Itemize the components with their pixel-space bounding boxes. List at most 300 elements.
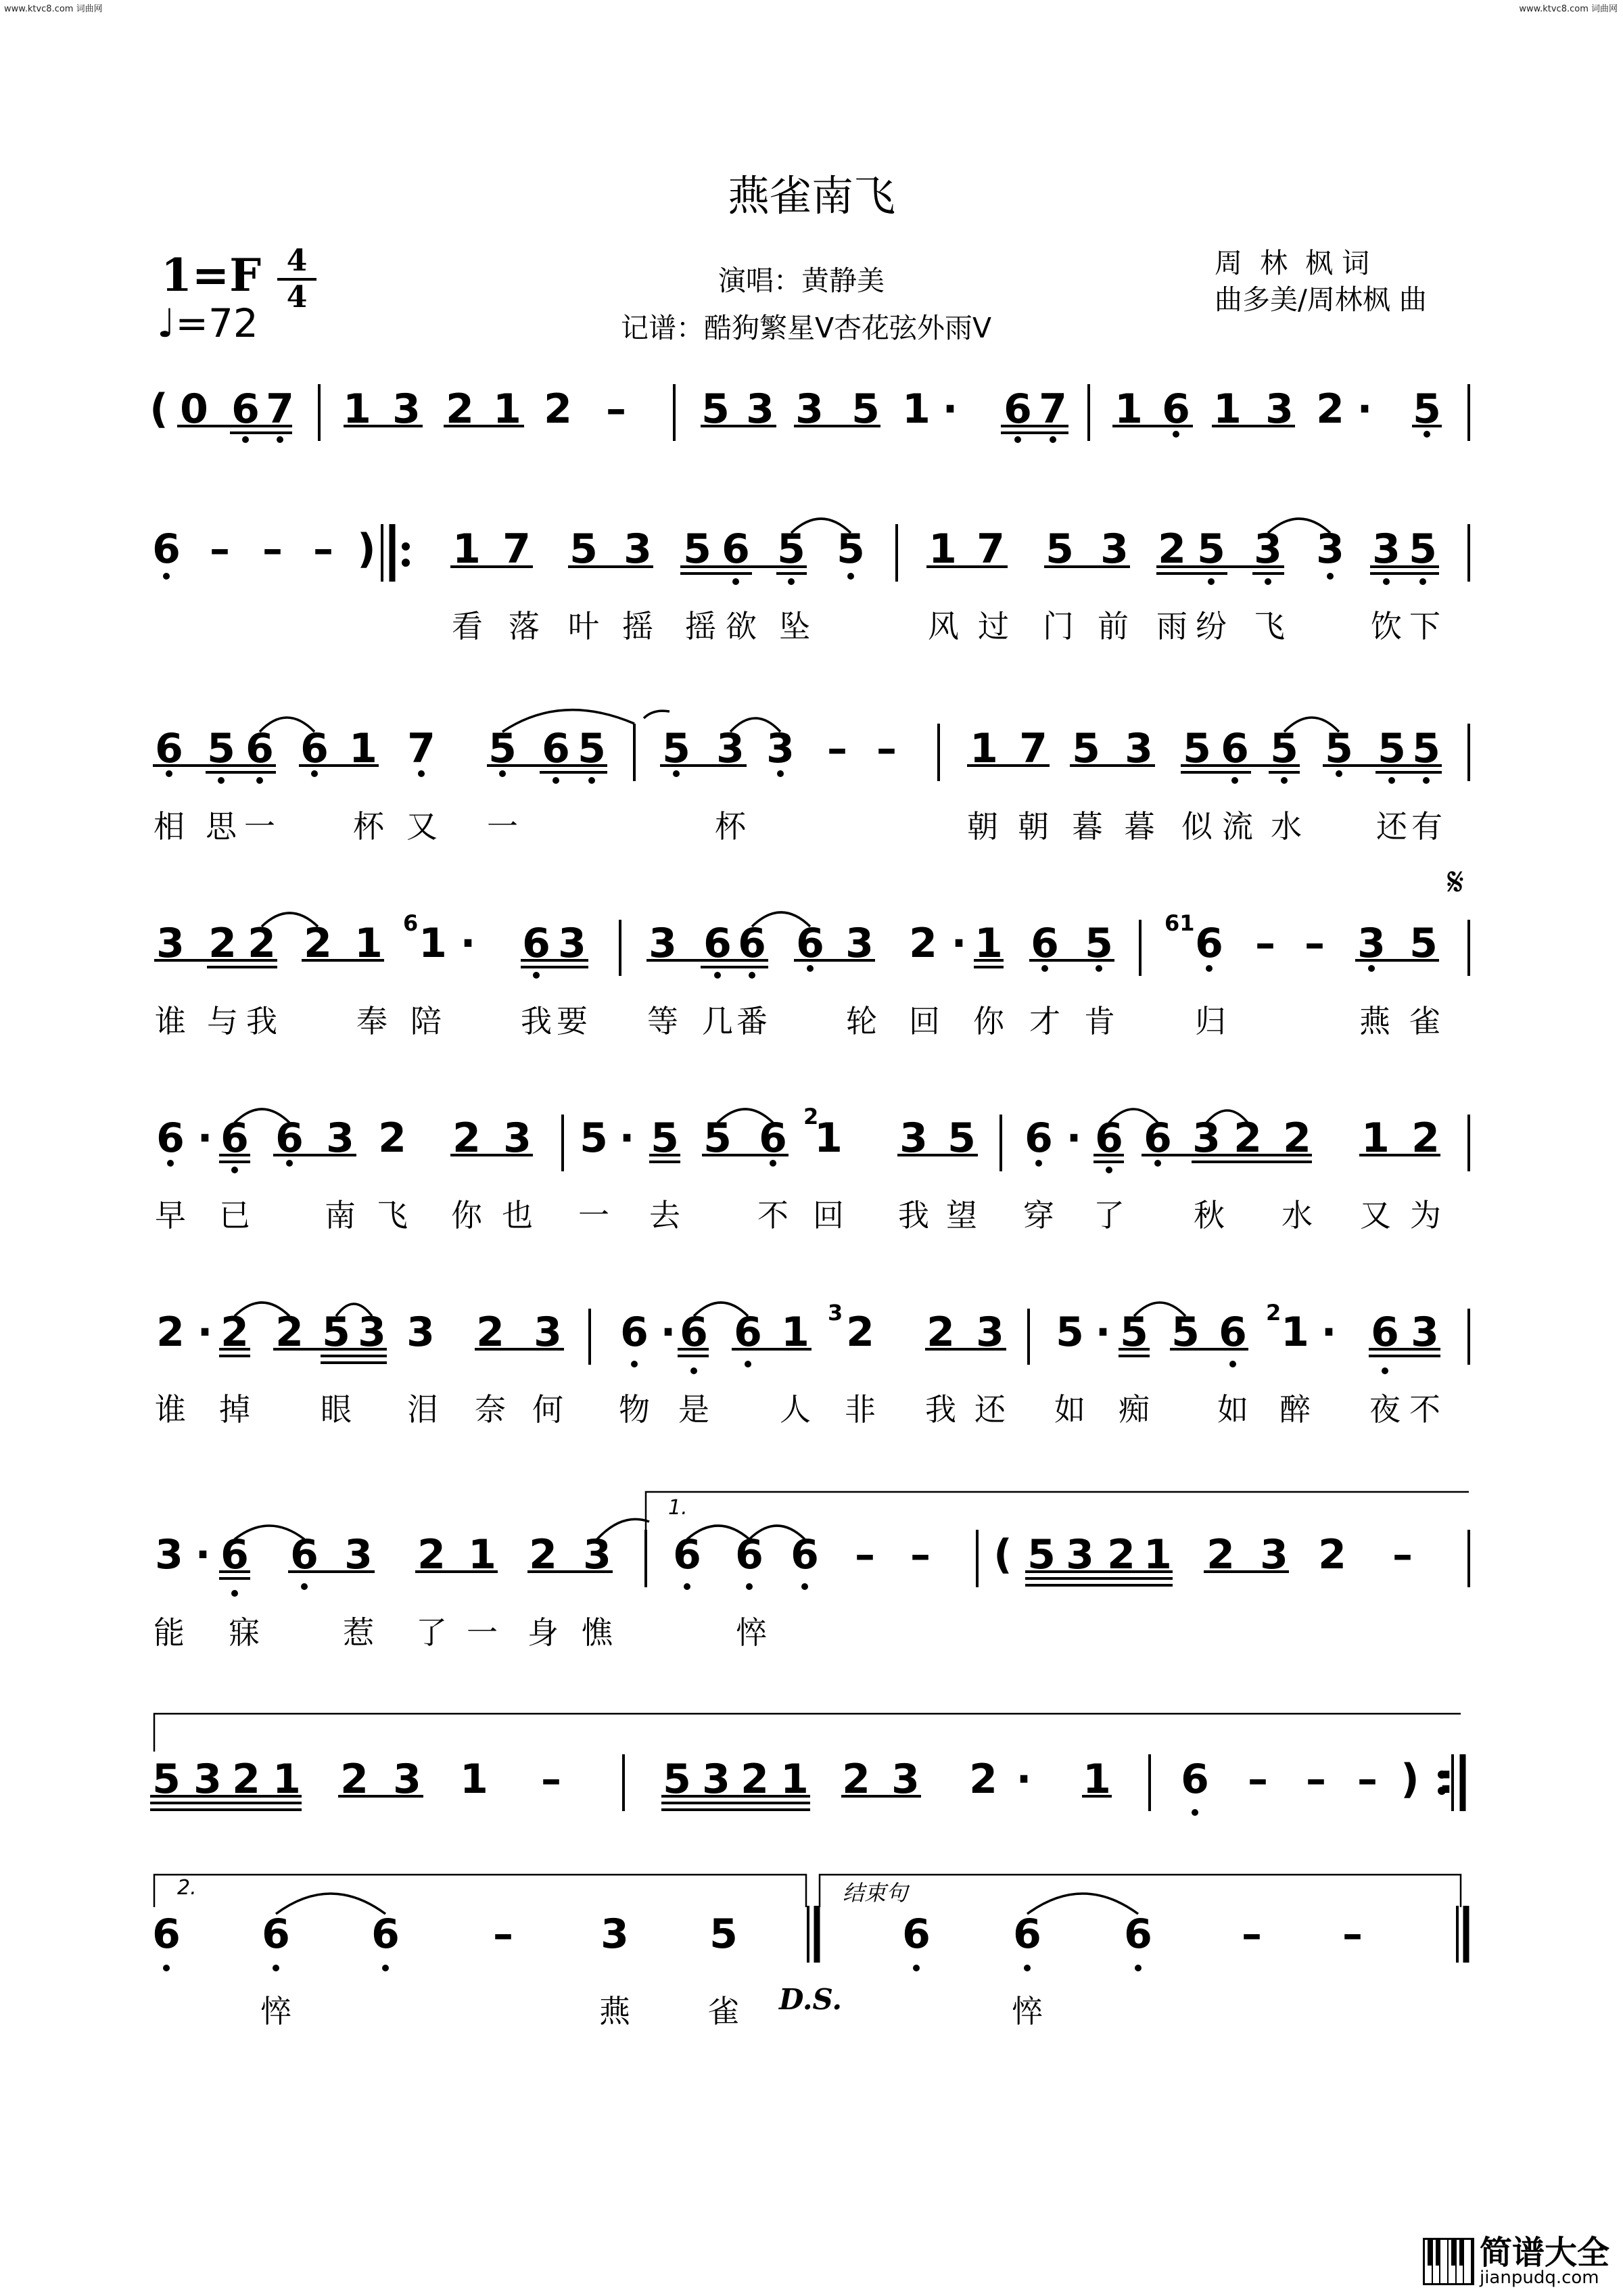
note-r3-5: 1	[349, 725, 377, 772]
note-r9-6: 5	[709, 1911, 738, 1958]
logo-url: jianpudq.com	[1479, 2268, 1599, 2288]
note-r8-9: 5	[663, 1756, 691, 1803]
lyric-r5-2: 已	[219, 1197, 250, 1234]
lyric-r6-3: 眼	[321, 1391, 352, 1428]
lyric-r4-4: 奉	[356, 1003, 387, 1039]
lyric-r4-11: 轮	[846, 1003, 877, 1039]
lyric-r7-4: 了	[416, 1614, 447, 1651]
note-r6-12: 6	[680, 1309, 708, 1356]
lyric-r4-2: 与	[207, 1003, 238, 1039]
note-r8-17: 1	[1083, 1756, 1111, 1803]
note-r5-17: 6	[1025, 1115, 1053, 1162]
note-r4-9: 3	[558, 920, 586, 967]
lyric-r5-5: 你	[451, 1197, 482, 1234]
note-r8-15: 2	[969, 1756, 997, 1803]
note-r5-3: 6	[220, 1115, 249, 1162]
note-r1-20: 6	[1162, 385, 1190, 433]
site-watermark-right: www.ktvc8.com 词曲网	[1519, 4, 1618, 14]
note-r1-3: 6	[231, 385, 260, 433]
note-r8-23: :	[1438, 1756, 1454, 1803]
lyric-r4-13: 你	[973, 1003, 1004, 1039]
note-r3-23: 5	[1378, 725, 1406, 772]
lyric-r6-5: 奈	[475, 1391, 506, 1428]
note-r4-24: 5	[1409, 920, 1438, 967]
note-r8-11: 2	[740, 1756, 769, 1803]
lyric-r4-14: 才	[1029, 1003, 1060, 1039]
lyric-r5-7: 一	[578, 1197, 609, 1234]
note-r6-1: 2	[156, 1309, 185, 1356]
note-r5-15: 3	[899, 1115, 928, 1162]
lyric-r6-10: 非	[845, 1391, 876, 1428]
grace-note-2-b: 2	[1266, 1300, 1281, 1326]
note-r7-19: 1	[1144, 1531, 1172, 1578]
lyric-r6-18: 不	[1409, 1391, 1440, 1428]
lyric-r4-1: 谁	[155, 1003, 186, 1039]
note-r6-3: 2	[220, 1309, 249, 1356]
note-r1-2: 0	[180, 385, 208, 433]
time-sig-top: 4	[286, 243, 308, 278]
lyric-r2-8: 风	[928, 608, 959, 645]
note-r3-13: –	[827, 725, 847, 772]
note-r7-18: 2	[1107, 1531, 1135, 1578]
lyric-r2-13: 纷	[1196, 608, 1227, 645]
note-r7-8: 2	[529, 1531, 557, 1578]
note-r4-18: 6	[1031, 920, 1059, 967]
note-r8-5: 2	[340, 1756, 369, 1803]
note-r4-6: 1	[419, 920, 447, 967]
note-r6-9: 3	[534, 1309, 562, 1356]
note-r1-7: 2	[446, 385, 474, 433]
lyric-r6-11: 我	[925, 1391, 956, 1428]
lyric-r4-8: 等	[647, 1003, 678, 1039]
note-r6-8: 2	[476, 1309, 504, 1356]
note-r8-18: 6	[1181, 1756, 1209, 1803]
note-r6-4: 2	[275, 1309, 304, 1356]
note-r8-16: ·	[1016, 1756, 1032, 1803]
note-r6-2: ·	[197, 1309, 213, 1356]
lyric-r4-12: 回	[909, 1003, 940, 1039]
lyric-r6-9: 人	[780, 1391, 811, 1428]
note-r4-5: 1	[354, 920, 383, 967]
note-r4-11: 6	[703, 920, 732, 967]
lyric-r6-7: 物	[619, 1391, 650, 1428]
lyric-r5-16: 水	[1281, 1197, 1313, 1234]
lyric-r2-10: 门	[1043, 608, 1074, 645]
note-r4-20: 6	[1195, 920, 1223, 967]
lyric-r2-5: 摇	[685, 608, 716, 645]
note-r9-8: 6	[1013, 1911, 1041, 1958]
note-r5-16: 5	[947, 1115, 976, 1162]
note-r2-8: 5	[569, 525, 598, 573]
note-r9-2: 6	[262, 1911, 290, 1958]
note-r4-19: 5	[1085, 920, 1113, 967]
piano-keys-icon	[1423, 2238, 1474, 2285]
note-r7-7: 1	[468, 1531, 496, 1578]
note-r3-11: 3	[716, 725, 745, 772]
note-r7-1: 3	[155, 1531, 183, 1578]
lyric-r5-8: 去	[649, 1197, 680, 1234]
note-r5-22: 2	[1233, 1115, 1262, 1162]
note-r8-14: 3	[891, 1756, 920, 1803]
note-r6-15: 2	[846, 1309, 874, 1356]
note-r1-16: ·	[942, 385, 958, 433]
note-r3-8: 6	[542, 725, 570, 772]
volta-2-label: 2.	[177, 1876, 197, 1900]
lyric-r2-9: 过	[978, 608, 1009, 645]
note-r9-4: –	[493, 1911, 513, 1958]
lyric-r4-9: 几	[702, 1003, 733, 1039]
key-signature: 1=F	[161, 249, 262, 302]
note-r4-23: 3	[1357, 920, 1386, 967]
note-r5-21: 3	[1192, 1115, 1221, 1162]
note-r3-7: 5	[488, 725, 517, 772]
lyric-r9-1: 悴	[260, 1993, 291, 2030]
note-r5-7: 2	[452, 1115, 481, 1162]
lyric-r5-14: 了	[1093, 1197, 1125, 1234]
grace-note-61: 61	[1165, 910, 1195, 936]
tempo-value: =72	[175, 300, 258, 346]
note-r1-19: 1	[1114, 385, 1143, 433]
composer-credit: 曲多美/周林枫 曲	[1215, 283, 1427, 316]
lyric-r5-3: 南	[325, 1197, 356, 1234]
note-r2-5: )	[357, 525, 376, 573]
lyric-r3-10: 暮	[1072, 808, 1103, 845]
note-r7-5: 3	[344, 1531, 373, 1578]
lyric-r5-17: 又	[1360, 1197, 1391, 1234]
note-r2-7: 7	[502, 525, 531, 573]
singer-credit: 演唱：黄静美	[718, 264, 885, 297]
note-r8-3: 2	[232, 1756, 260, 1803]
note-r5-8: 3	[503, 1115, 532, 1162]
note-r9-5: 3	[601, 1911, 629, 1958]
lyric-r5-9: 不	[757, 1197, 789, 1234]
note-r3-9: 5	[578, 725, 606, 772]
note-r8-13: 2	[842, 1756, 870, 1803]
note-r6-23: 1	[1281, 1309, 1309, 1356]
lyric-r4-18: 雀	[1409, 1003, 1440, 1039]
note-r3-6: 7	[407, 725, 436, 772]
note-r7-4: 6	[290, 1531, 319, 1578]
lyric-r2-3: 叶	[568, 608, 599, 645]
note-r7-15: (	[993, 1531, 1012, 1578]
note-r4-7: ·	[460, 920, 476, 967]
note-r5-6: 2	[378, 1115, 406, 1162]
note-r5-20: 6	[1144, 1115, 1172, 1162]
site-watermark-left: www.ktvc8.com 词曲网	[4, 4, 103, 14]
note-r3-12: 3	[766, 725, 795, 772]
lyric-r6-4: 泪	[407, 1391, 438, 1428]
lyric-r2-4: 摇	[622, 608, 653, 645]
note-r6-11: ·	[660, 1309, 676, 1356]
note-r4-22: –	[1304, 920, 1325, 967]
note-r8-1: 5	[152, 1756, 181, 1803]
note-r9-7: 6	[902, 1911, 931, 1958]
note-r3-3: 6	[245, 725, 274, 772]
lyric-r4-7: 要	[557, 1003, 588, 1039]
note-r1-10: –	[606, 385, 626, 433]
lyric-r3-13: 流	[1222, 808, 1253, 845]
note-r6-21: 5	[1171, 1309, 1200, 1356]
note-r1-25: 5	[1413, 385, 1441, 433]
note-r9-9: 6	[1124, 1911, 1152, 1958]
note-r4-1: 3	[156, 920, 185, 967]
note-r5-5: 3	[326, 1115, 354, 1162]
lyric-r6-16: 醉	[1279, 1391, 1311, 1428]
note-r2-22: 3	[1372, 525, 1401, 573]
time-sig-bottom: 4	[286, 280, 308, 314]
grace-note-6: 6	[403, 910, 419, 936]
note-r8-21: –	[1357, 1756, 1378, 1803]
note-r7-6: 2	[417, 1531, 446, 1578]
lyric-r9-4: 悴	[1012, 1993, 1043, 2030]
note-r4-4: 2	[304, 920, 332, 967]
lyric-r7-6: 身	[527, 1614, 559, 1651]
lyric-r7-3: 惹	[343, 1614, 374, 1651]
note-r8-6: 3	[393, 1756, 421, 1803]
lyric-r3-11: 暮	[1124, 808, 1155, 845]
note-r5-24: 1	[1361, 1115, 1390, 1162]
note-r8-2: 3	[193, 1756, 222, 1803]
note-r2-23: 5	[1409, 525, 1437, 573]
note-r7-10: 6	[673, 1531, 701, 1578]
lyric-r7-8: 悴	[736, 1614, 767, 1651]
note-r6-26: 3	[1411, 1309, 1439, 1356]
lyric-r2-14: 飞	[1254, 608, 1285, 645]
note-r5-12: 5	[703, 1115, 732, 1162]
lyric-r3-5: 又	[406, 808, 438, 845]
lyric-r6-8: 是	[678, 1391, 709, 1428]
lyric-r6-17: 夜	[1369, 1391, 1401, 1428]
lyric-r7-5: 一	[467, 1614, 498, 1651]
lyric-r3-8: 朝	[967, 808, 998, 845]
lyric-r2-12: 雨	[1156, 608, 1187, 645]
lyric-r2-2: 落	[509, 608, 540, 645]
note-r7-21: 3	[1260, 1531, 1288, 1578]
note-r9-1: 6	[152, 1911, 181, 1958]
lyric-r5-12: 望	[946, 1197, 977, 1234]
note-r3-24: 5	[1412, 725, 1440, 772]
note-r2-12: 5	[777, 525, 805, 573]
note-r5-11: 5	[651, 1115, 679, 1162]
note-r5-14: 1	[814, 1115, 843, 1162]
lyric-r4-5: 陪	[410, 1003, 442, 1039]
note-r6-5: 5	[322, 1309, 350, 1356]
lyric-r6-6: 何	[532, 1391, 563, 1428]
note-r4-14: 3	[845, 920, 874, 967]
lyric-r5-15: 秋	[1194, 1197, 1225, 1234]
lyric-r3-9: 朝	[1018, 808, 1049, 845]
note-r4-16: ·	[951, 920, 967, 967]
note-r1-13: 3	[795, 385, 824, 433]
lyric-r3-15: 还	[1376, 808, 1407, 845]
note-r4-2: 2	[208, 920, 237, 967]
note-r4-15: 2	[909, 920, 937, 967]
note-r2-17: 3	[1100, 525, 1129, 573]
note-r4-10: 3	[649, 920, 677, 967]
logo-name: 简谱大全	[1479, 2234, 1609, 2272]
note-r7-3: 6	[220, 1531, 249, 1578]
note-r1-15: 1	[902, 385, 931, 433]
lyric-r7-7: 憔	[582, 1614, 613, 1651]
note-r5-2: ·	[197, 1115, 213, 1162]
song-title: 燕雀南飞	[727, 171, 895, 220]
note-r1-22: 3	[1265, 385, 1294, 433]
note-r7-23: –	[1392, 1531, 1413, 1578]
lyric-r6-12: 还	[974, 1391, 1006, 1428]
lyric-r6-1: 谁	[155, 1391, 186, 1428]
lyric-r5-11: 我	[898, 1197, 929, 1234]
note-r6-16: 2	[926, 1309, 955, 1356]
lyric-r5-6: 也	[502, 1197, 533, 1234]
lyric-r3-4: 杯	[353, 808, 384, 845]
dal-segno-marker: D.S.	[779, 1983, 843, 2016]
note-r1-6: 3	[392, 385, 421, 433]
lyric-r6-2: 掉	[219, 1391, 250, 1428]
note-r8-10: 3	[702, 1756, 730, 1803]
note-r1-4: 7	[266, 385, 294, 433]
note-r7-13: –	[855, 1531, 875, 1578]
note-r1-24: ·	[1357, 385, 1373, 433]
publisher-logo	[1423, 2236, 1609, 2287]
grace-note-3: 3	[828, 1300, 843, 1326]
note-r4-13: 6	[796, 920, 824, 967]
note-r2-20: 3	[1254, 525, 1282, 573]
note-r7-16: 5	[1027, 1531, 1056, 1578]
lyric-r3-6: 一	[487, 808, 518, 845]
note-r5-10: ·	[619, 1115, 635, 1162]
note-r5-13: 6	[759, 1115, 787, 1162]
note-r3-10: 5	[662, 725, 690, 772]
note-r8-22: )	[1401, 1756, 1419, 1803]
note-r6-14: 1	[781, 1309, 809, 1356]
note-r4-17: 1	[974, 920, 1003, 967]
transcriber-credit: 记谱：酷狗繁星V杏花弦外雨V	[621, 312, 992, 344]
lyric-r4-10: 番	[736, 1003, 768, 1039]
note-r5-25: 2	[1411, 1115, 1440, 1162]
note-r6-10: 6	[620, 1309, 649, 1356]
note-r3-1: 6	[155, 725, 183, 772]
lyric-r2-11: 前	[1098, 608, 1129, 645]
lyric-r3-2: 思	[206, 808, 237, 845]
note-r3-15: 1	[970, 725, 998, 772]
note-r7-11: 6	[735, 1531, 763, 1578]
note-r6-7: 3	[406, 1309, 435, 1356]
note-r7-14: –	[910, 1531, 931, 1578]
note-r7-22: 2	[1318, 1531, 1346, 1578]
note-r2-16: 5	[1045, 525, 1074, 573]
note-r8-7: 1	[460, 1756, 488, 1803]
note-r2-19: 5	[1197, 525, 1225, 573]
lyric-r2-6: 欲	[726, 608, 757, 645]
note-r6-20: 5	[1120, 1309, 1148, 1356]
lyric-r2-7: 坠	[779, 608, 810, 645]
segno-sign: 𝄋	[1447, 859, 1464, 905]
lyric-r6-15: 如	[1217, 1391, 1248, 1428]
note-r8-19: –	[1248, 1756, 1268, 1803]
note-r1-11: 5	[701, 385, 730, 433]
note-r6-24: ·	[1321, 1309, 1337, 1356]
note-r6-18: 5	[1056, 1309, 1084, 1356]
note-r6-19: ·	[1095, 1309, 1111, 1356]
note-r2-13: 5	[837, 525, 865, 573]
lyric-r4-6: 我	[521, 1003, 552, 1039]
note-r1-14: 5	[851, 385, 880, 433]
note-r7-9: 3	[583, 1531, 611, 1578]
note-r1-1: (	[149, 385, 168, 433]
note-r6-22: 6	[1219, 1309, 1247, 1356]
lyric-r7-1: 能	[154, 1614, 185, 1651]
note-r6-17: 3	[976, 1309, 1004, 1356]
lyric-r9-3: 雀	[708, 1993, 739, 2030]
note-r3-21: 5	[1270, 725, 1298, 772]
note-r5-23: 2	[1283, 1115, 1311, 1162]
note-r2-2: –	[210, 525, 230, 573]
note-r1-12: 3	[746, 385, 774, 433]
note-r2-11: 6	[722, 525, 750, 573]
note-r1-8: 1	[493, 385, 521, 433]
lyric-r5-10: 回	[813, 1197, 844, 1234]
lyric-r6-14: 痴	[1119, 1391, 1150, 1428]
lyric-r4-3: 我	[246, 1003, 277, 1039]
note-r8-4: 1	[273, 1756, 301, 1803]
note-r8-12: 1	[780, 1756, 809, 1803]
note-r3-19: 5	[1183, 725, 1211, 772]
lyric-r3-1: 相	[154, 808, 185, 845]
lyric-r4-15: 肯	[1084, 1003, 1115, 1039]
note-r2-18: 2	[1158, 525, 1186, 573]
lyric-r3-12: 似	[1181, 808, 1213, 845]
note-r1-18: 7	[1039, 385, 1067, 433]
ending-phrase-label: 结束句	[843, 1880, 908, 1906]
lyricist-credit: 周 林 枫 词	[1215, 247, 1370, 279]
note-r1-9: 2	[544, 385, 572, 433]
note-r2-9: 3	[624, 525, 652, 573]
note-r6-6: 3	[358, 1309, 386, 1356]
lyric-r3-7: 杯	[715, 808, 746, 845]
lyric-r5-13: 穿	[1023, 1197, 1054, 1234]
note-r5-19: 6	[1095, 1115, 1123, 1162]
note-r1-21: 1	[1213, 385, 1242, 433]
lyric-r2-1: 看	[452, 608, 483, 645]
note-r7-20: 2	[1206, 1531, 1235, 1578]
note-r4-3: 2	[248, 920, 276, 967]
note-r9-11: –	[1342, 1911, 1363, 1958]
note-r2-4: –	[313, 525, 333, 573]
lyric-r3-14: 水	[1271, 808, 1302, 845]
note-r3-14: –	[876, 725, 897, 772]
lyric-r4-17: 燕	[1359, 1003, 1390, 1039]
note-r4-21: –	[1255, 920, 1275, 967]
note-r2-15: 7	[977, 525, 1005, 573]
note-r1-23: 2	[1316, 385, 1344, 433]
note-r5-18: ·	[1066, 1115, 1082, 1162]
note-r7-2: ·	[195, 1531, 211, 1578]
note-r3-17: 5	[1072, 725, 1100, 772]
note-r3-16: 7	[1019, 725, 1048, 772]
volta-1-label: 1.	[668, 1496, 688, 1520]
lyric-r3-16: 有	[1411, 808, 1442, 845]
lyric-r2-16: 下	[1409, 608, 1440, 645]
note-r4-8: 6	[522, 920, 550, 967]
note-r9-3: 6	[371, 1911, 400, 1958]
note-r8-20: –	[1306, 1756, 1326, 1803]
note-r3-4: 6	[300, 725, 329, 772]
note-r1-17: 6	[1004, 385, 1032, 433]
lyric-r5-18: 为	[1410, 1197, 1441, 1234]
note-r2-6: 1	[452, 525, 481, 573]
note-r6-13: 6	[734, 1309, 762, 1356]
lyric-r4-16: 归	[1195, 1003, 1226, 1039]
